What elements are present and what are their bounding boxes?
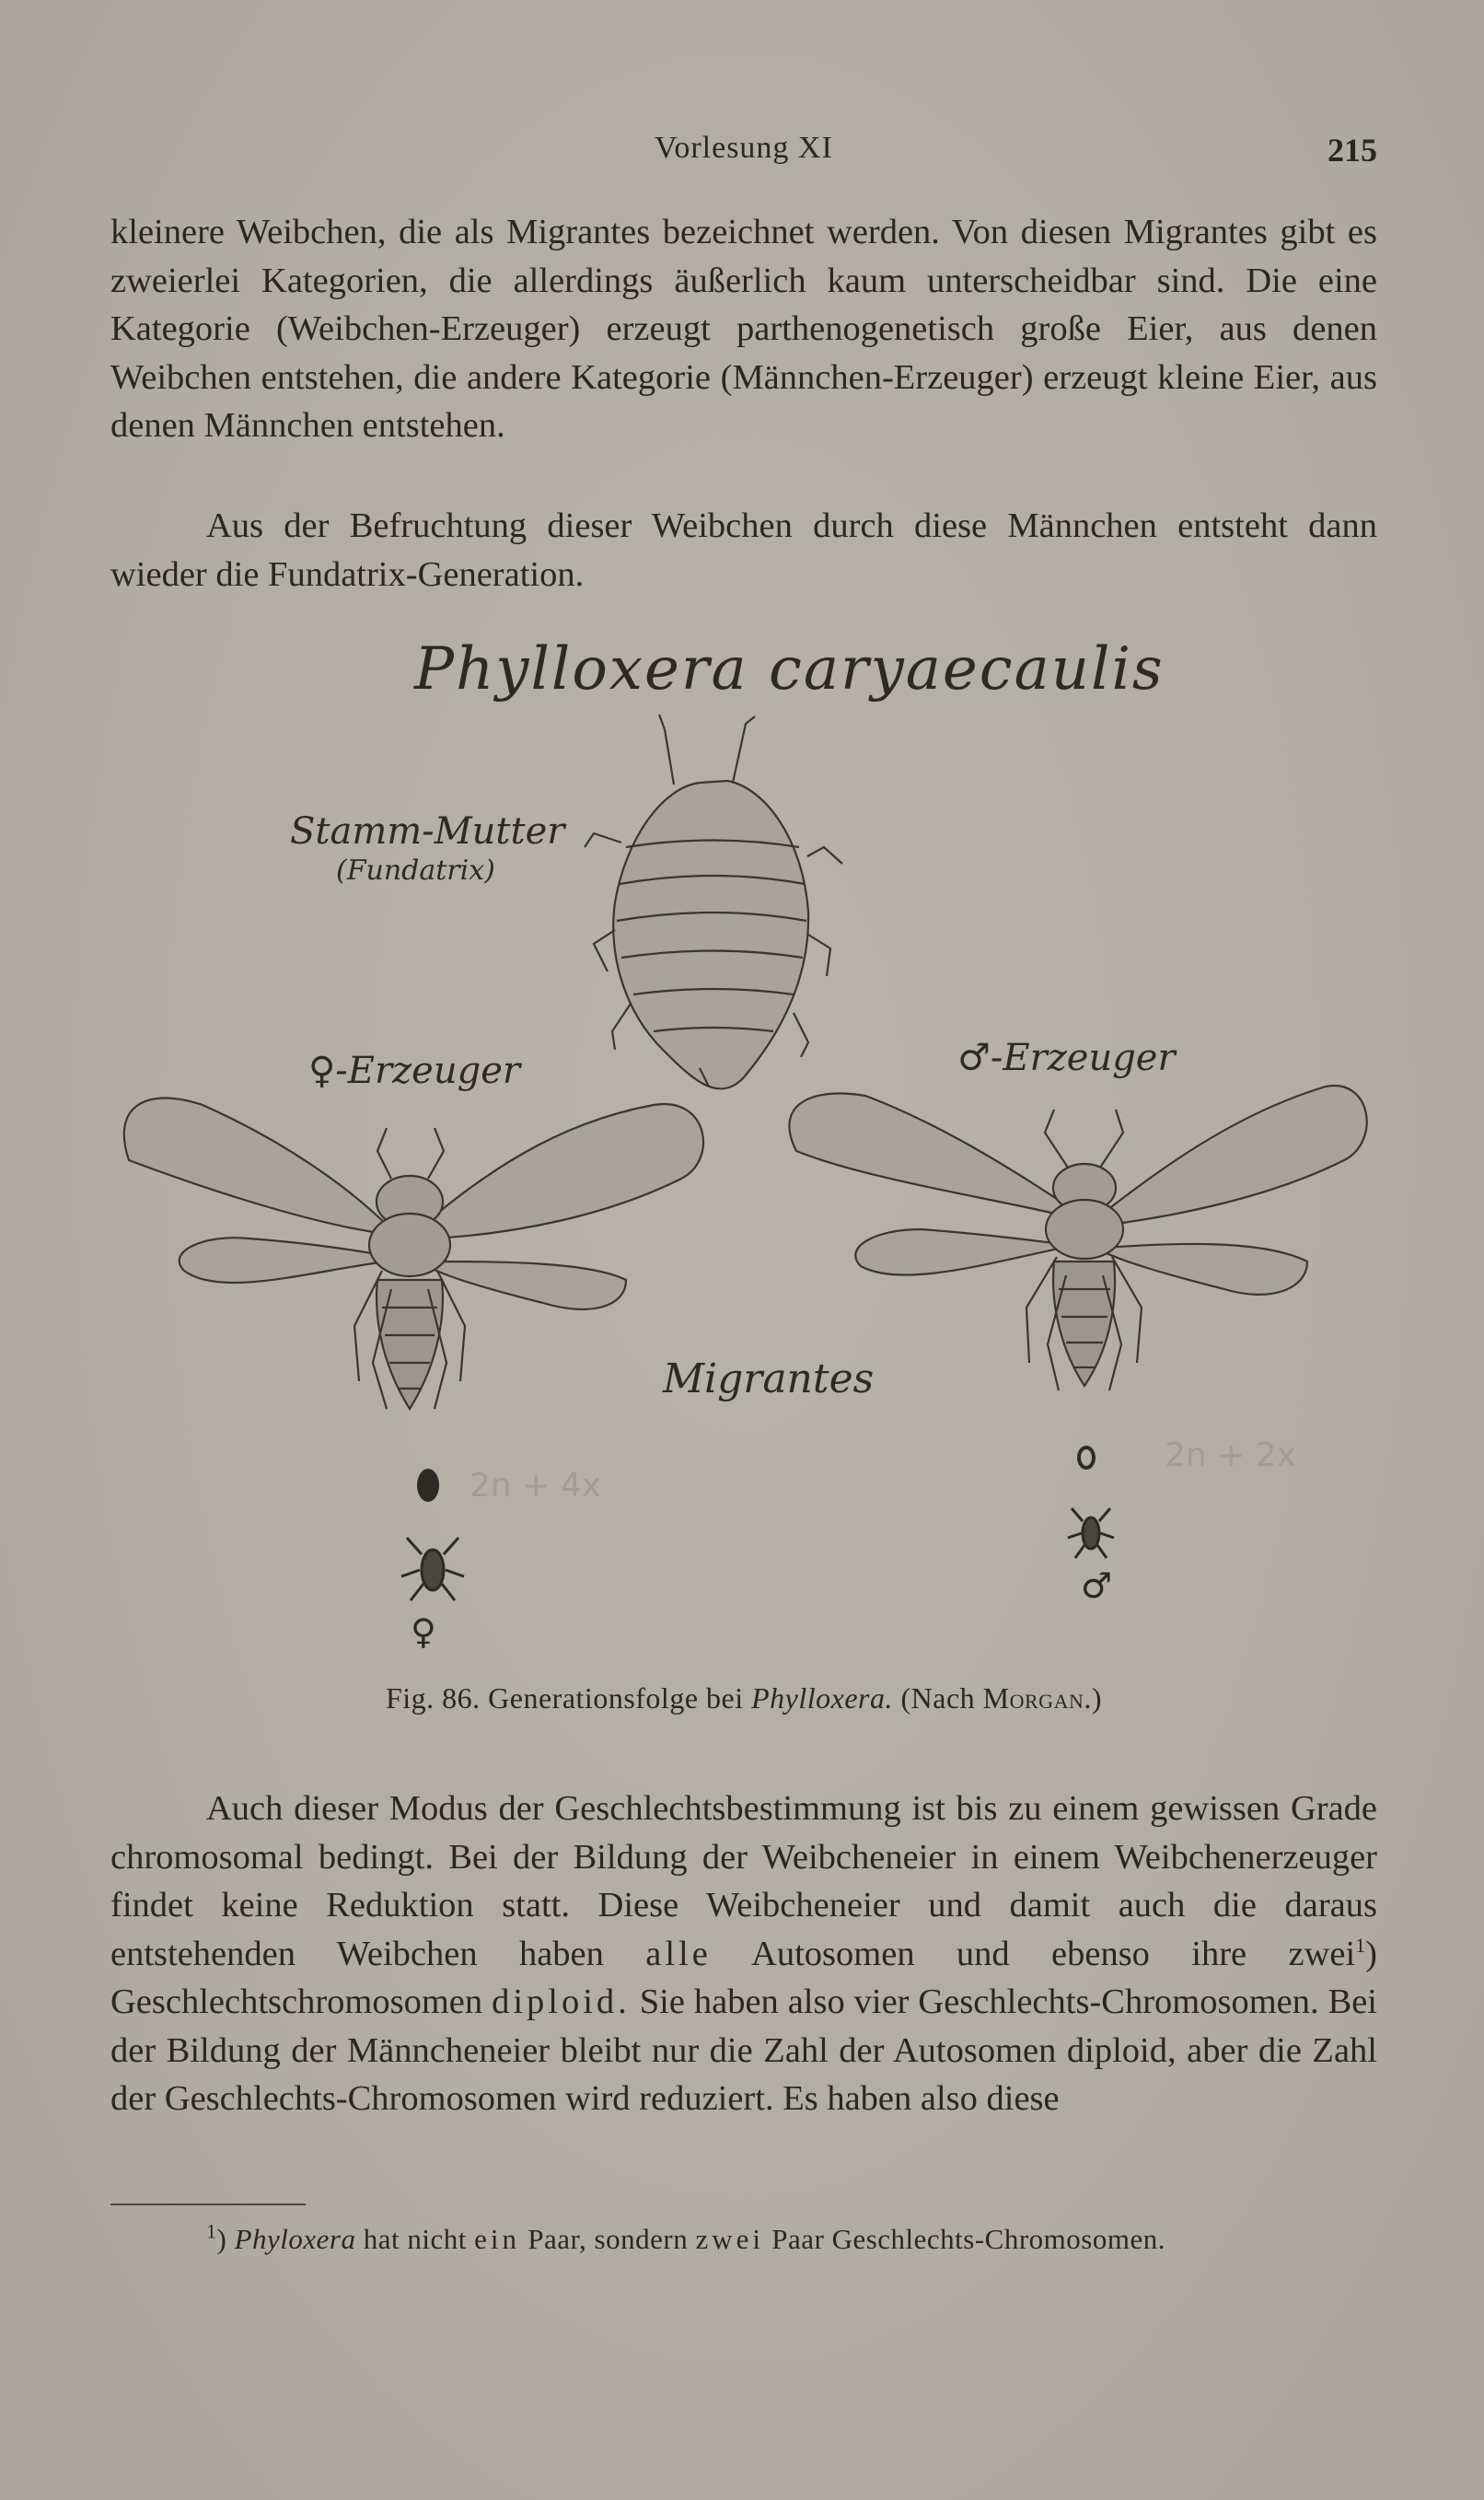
small-female-illustration — [401, 1538, 464, 1600]
male-producer-label: ♂-Erzeuger — [957, 1037, 1176, 1079]
large-egg — [417, 1469, 439, 1502]
figure-86 — [110, 626, 1381, 1676]
female-producer-label: ♀-Erzeuger — [308, 1050, 520, 1092]
paragraph-1 — [110, 208, 1377, 450]
caption-author: Morgan — [982, 1681, 1084, 1715]
figure-illustration — [110, 626, 1381, 1676]
paragraph-3-part-d: Sie haben also vier Geschlechts-Chromosomen. Bei der Bildung der Männcheneier bleibt nur die Zahl der Autosomen diploid, aber die Zahl der Geschlechts-Chromosomen wird reduziert. Es haben also diese — [110, 1983, 1378, 2118]
small-male-illustration — [1068, 1508, 1114, 1558]
footnote-emphasis-ein: ein — [474, 2223, 520, 2255]
stem-mother-label: Stamm-Mutter — [290, 810, 565, 853]
footnote-genus: Phyloxera — [234, 2223, 356, 2255]
caption-genus: Phylloxera. — [751, 1681, 893, 1715]
paragraph-2 — [110, 502, 1377, 599]
caption-text: Generationsfolge bei — [480, 1681, 752, 1715]
female-symbol: ♀ — [411, 1611, 436, 1652]
footnote-text-1: hat nicht — [355, 2223, 475, 2255]
footnote-reference: 1 — [1355, 1933, 1366, 1957]
paragraph-3-text — [110, 1785, 1377, 2123]
stem-mother-illustration — [585, 715, 842, 1088]
female-producer-illustration — [124, 1099, 703, 1410]
fundatrix-label: (Fundatrix) — [336, 855, 495, 887]
figure-title: Phylloxera caryaecaulis — [414, 635, 1165, 703]
small-egg — [1079, 1448, 1094, 1468]
paragraph-2-text: Aus der Befruchtung dieser Weibchen durch diese Männchen entsteht dann wieder die Fundatrix-Generation. — [110, 506, 1377, 594]
caption-source-open: (Nach — [893, 1681, 983, 1715]
pencil-note-left: 2n + 4x — [470, 1467, 601, 1505]
migrantes-label: Migrantes — [663, 1355, 875, 1402]
emphasis-diploid: diploid. — [492, 1983, 631, 2021]
footnote: $^1$) Phyloxera hat nicht ein Paar, sondern zwei Paar Geschlechts-Chromosomen. — [206, 2219, 1165, 2255]
paragraph-3-part-a: Auch dieser Modus der Geschlechtsbestimmung ist bis zu einem gewissen Grade chromosomal bedingt. Bei der Bildung der Weibcheneier in einem Weibchenerzeuger findet keine Reduktion statt. Diese Weibcheneier und damit auch die daraus entstehenden Weibchen haben — [110, 1789, 1377, 1973]
emphasis-alle: alle — [645, 1934, 712, 1973]
footnote-marker: 1 — [206, 2219, 217, 2243]
caption-prefix: Fig. 86. — [385, 1681, 481, 1715]
figure-caption — [110, 1681, 1377, 1715]
pencil-note-right: 2n + 2x — [1165, 1436, 1296, 1474]
running-head — [110, 131, 1377, 177]
footnote-rule — [110, 2203, 306, 2205]
page-number: 215 — [1327, 132, 1377, 169]
paragraph-3 — [110, 1785, 1377, 2123]
paragraph-1-text: kleinere Weibchen, die als Migrantes bezeichnet werden. Von diesen Migrantes gibt es zweierlei Kategorien, die allerdings äußerlich kaum unterscheidbar sind. Die eine Kategorie (Weibchen-Erzeuger) erzeugt parthenogenetisch große Eier, aus denen Weibchen entstehen, die andere Kategorie (Männchen-Erzeuger) erzeugt kleine Eier, aus denen Männchen entstehen. — [110, 213, 1377, 445]
footnote-emphasis-zwei: zwei — [695, 2223, 764, 2255]
caption-source-close: .) — [1084, 1681, 1103, 1715]
footnote-text-3: Paar Geschlechts-Chromosomen. — [763, 2223, 1165, 2255]
footnote-text-2: Paar, sondern — [519, 2223, 696, 2255]
paragraph-3-part-c: ) Geschlechtschromosomen — [110, 1934, 1377, 2021]
male-symbol: ♂ — [1081, 1565, 1113, 1606]
running-title: Vorlesung XI — [655, 131, 833, 165]
paragraph-3-part-b: Autosomen und ebenso ihre zwei — [711, 1934, 1356, 1973]
male-producer-illustration — [789, 1086, 1366, 1390]
